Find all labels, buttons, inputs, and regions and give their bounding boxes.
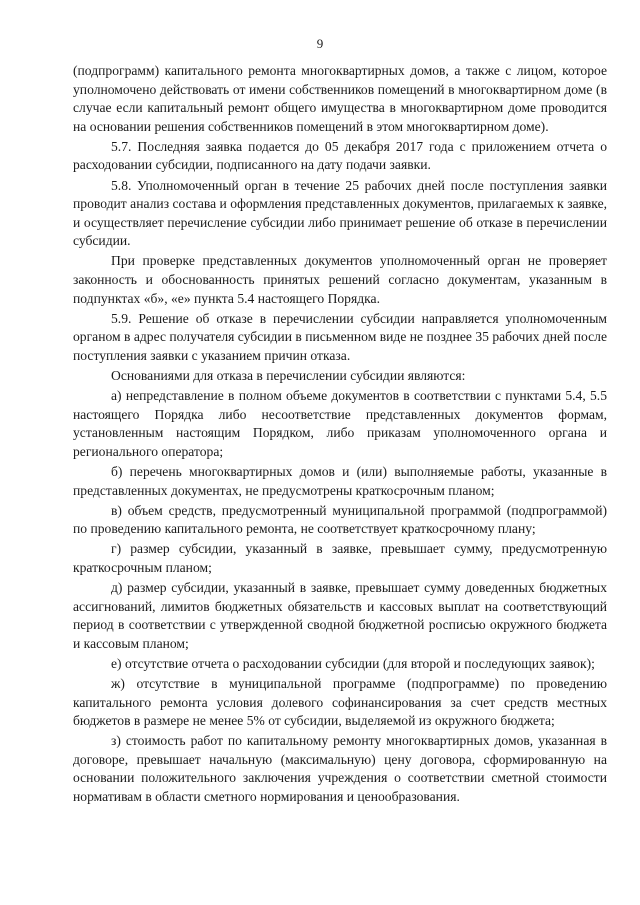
paragraph: в) объем средств, предусмотренный муниципальной программой (подпрограммой) по проведению капитального ремонта, не соответствует краткосрочному плану;	[73, 502, 607, 537]
paragraph: а) непредставление в полном объеме документов в соответствии с пунктами 5.4, 5.5 настоящего Порядка либо несоответствие представленных документов формам, установленным настоящим Порядком, либо приказам уполномоченного органа и регионального оператора;	[73, 388, 607, 459]
paragraph: г) размер субсидии, указанный в заявке, превышает сумму, предусмотренную краткосрочным планом;	[73, 541, 607, 575]
paragraph: 5.7. Последняя заявка подается до 05 декабря 2017 года с приложением отчета о расходовании субсидии, подписанного на дату подачи заявки.	[73, 138, 607, 173]
paragraph: 5.8. Уполномоченный орган в течение 25 рабочих дней после поступления заявки проводит анализ состава и оформления представленных документов, прилагаемых к заявке, и осуществляет перечисление субсидии либо принимает решение об отказе в перечислении субсидии.	[73, 177, 607, 249]
paragraph: При проверке представленных документов уполномоченный орган не проверяет законность и обоснованность принятых решений согласно документам, указанным в подпунктах «б», «е» пункта 5.4 настоящего Порядка.	[73, 253, 607, 306]
document-body	[73, 62, 607, 808]
paragraph: з) стоимость работ по капитальному ремонту многоквартирных домов, указанная в договоре, превышает начальную (максимальную) цену договора, сформированную на основании положительного заключения учреждения о соответствии сметной стоимости нормативам в области сметного нормирования и ценообразования.	[73, 733, 607, 805]
paragraph: б) перечень многоквартирных домов и (или) выполняемые работы, указанные в представленных документах, не предусмотрены краткосрочным планом;	[73, 463, 607, 498]
page-number: 9	[316, 36, 324, 51]
paragraph: (подпрограмм) капитального ремонта многоквартирных домов, а также с лицом, которое уполномочено действовать от имени собственников помещений в многоквартирном доме (в случае если капитальный ремонт общего имущества в многоквартирном доме проводится на основании решения собственников помещений в этом многоквартирном доме).	[73, 63, 607, 134]
paragraph: ж) отсутствие в муниципальной программе (подпрограмме) по проведению капитального ремонта условия долевого софинансирования за счет средств местных бюджетов в размере не менее 5% от субсидии, выделяемой из окружного бюджета;	[73, 676, 607, 729]
paragraph: Основаниями для отказа в перечислении субсидии являются:	[111, 368, 466, 383]
paragraph: д) размер субсидии, указанный в заявке, превышает сумму доведенных бюджетных ассигнований, лимитов бюджетных обязательств и кассовых выплат на соответствующий период в соответствии с утвержденной сводной бюджетной росписью окружного бюджета и кассовым планом;	[73, 580, 607, 651]
paragraph: 5.9. Решение об отказе в перечислении субсидии направляется уполномоченным органом в адрес получателя субсидии в письменном виде не позднее 35 рабочих дней после поступления заявки с указанием причин отказа.	[73, 310, 607, 363]
paragraph: е) отсутствие отчета о расходовании субсидии (для второй и последующих заявок);	[111, 655, 595, 671]
